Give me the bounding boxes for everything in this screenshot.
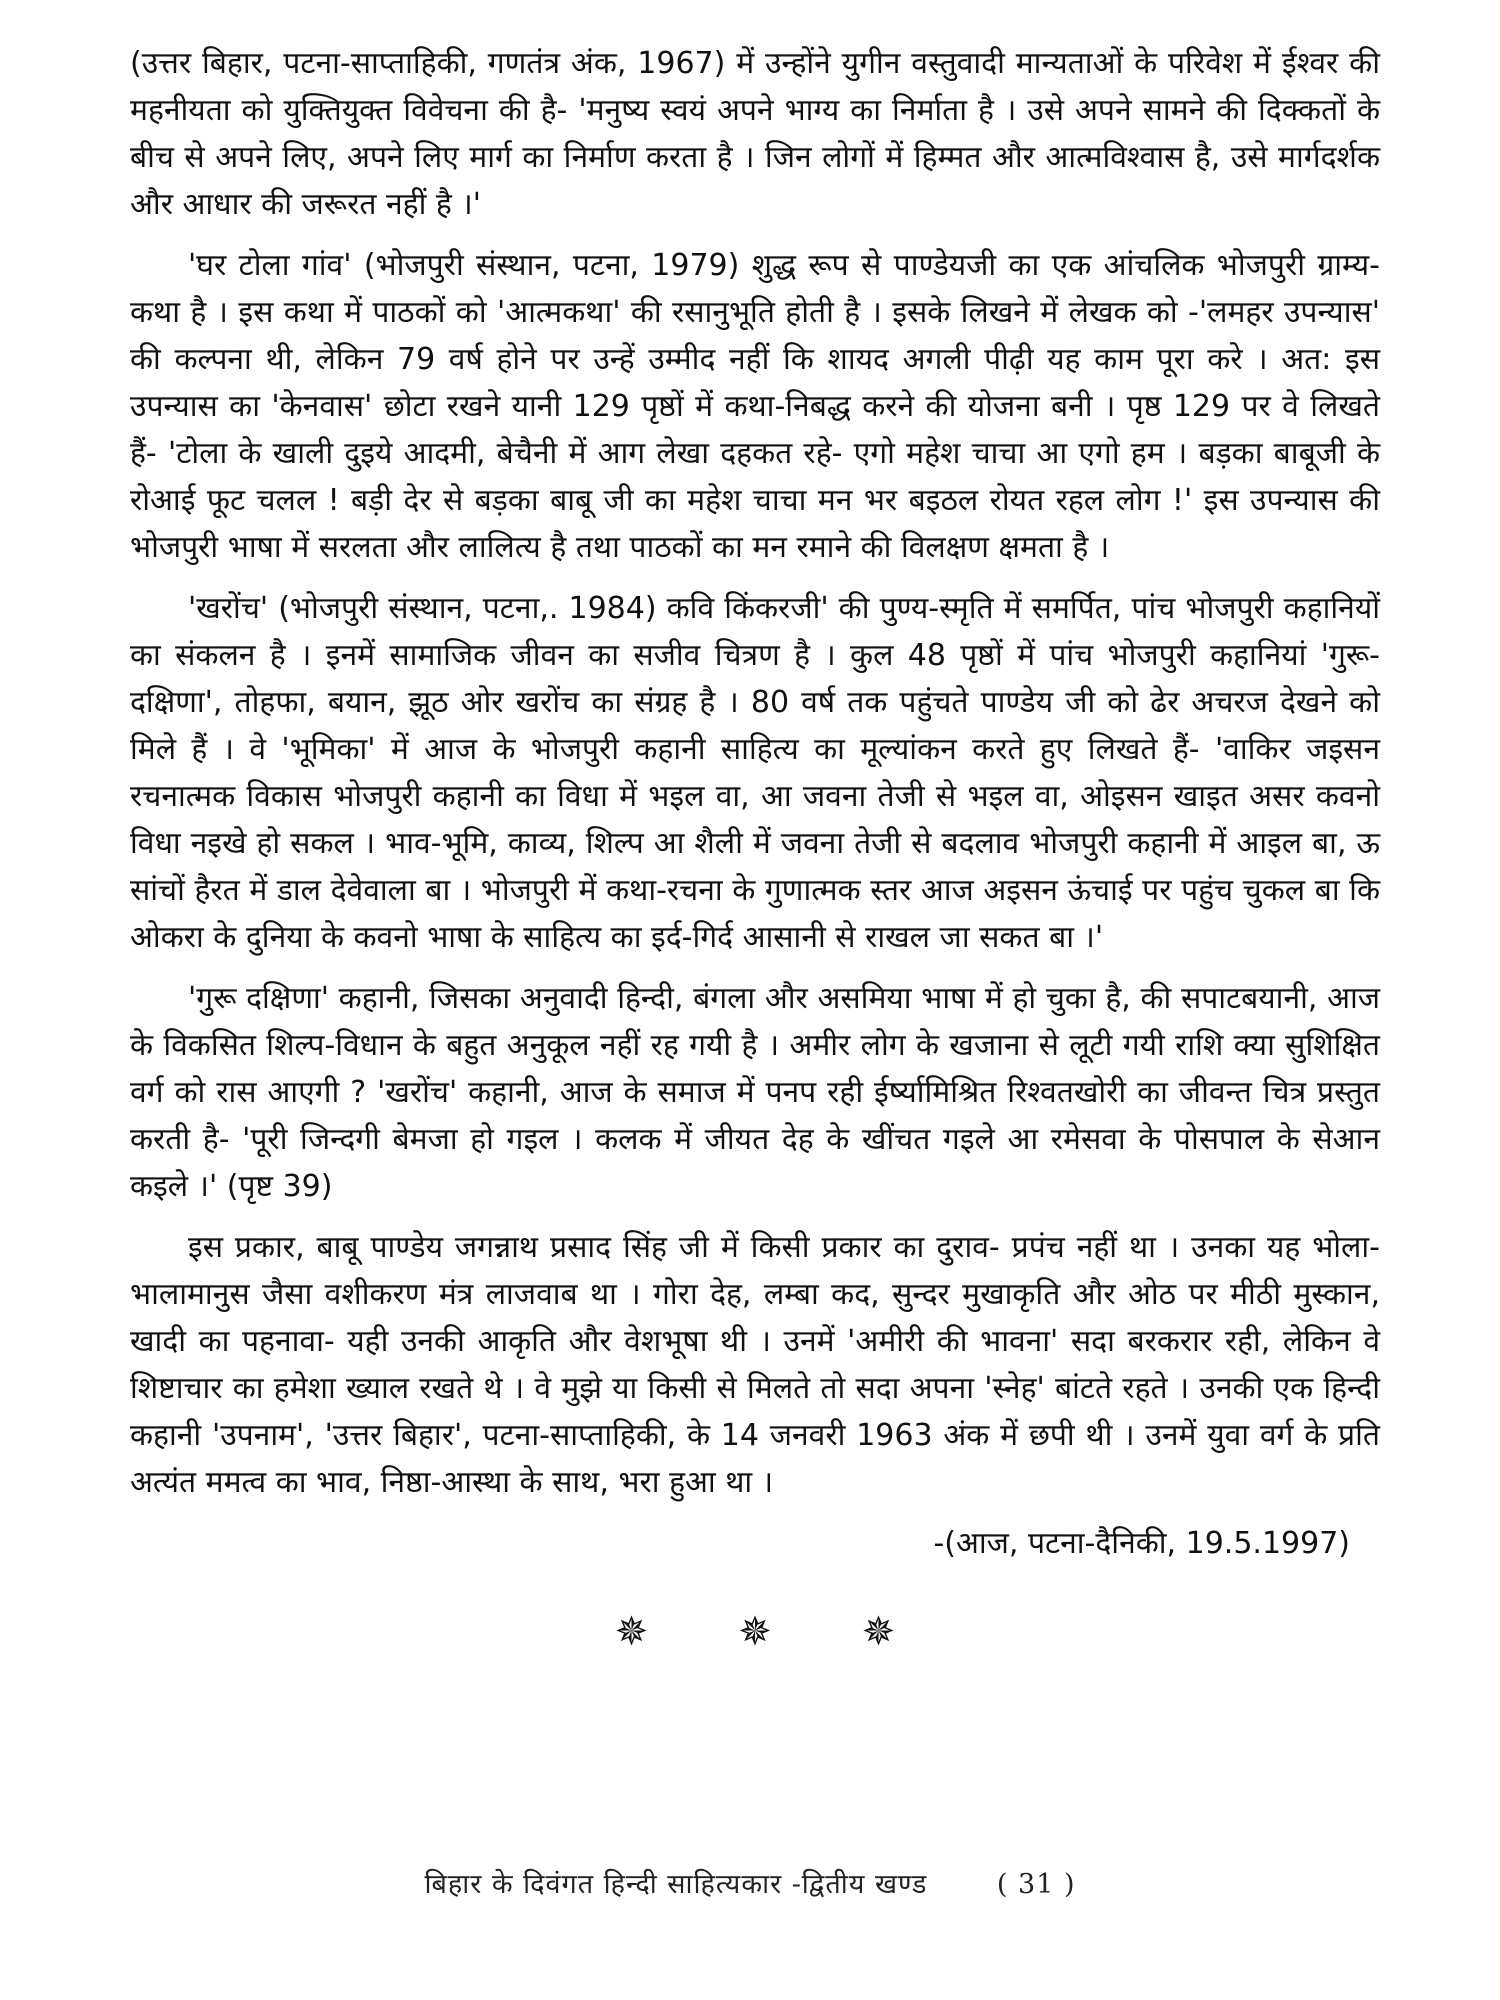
section-divider bbox=[130, 1607, 1380, 1657]
ornament-star-icon: ✵ bbox=[614, 1609, 649, 1655]
paragraph-4: 'गुरू दक्षिणा' कहानी, जिसका अनुवादी हिन्दी, बंगला और असमिया भाषा में हो चुका है, की सपाटबयानी, आज के विकसित शिल्प-विधान के बहुत अनुकूल नहीं रह गयी है । अमीर लोग के खजाना से लूटी गयी राशि क्या सुशिक्षित वर्ग को रास आएगी ? 'खरोंच' कहानी, आज के समाज में पनप रही ईर्ष्यामिश्रित रिश्वतखोरी का जीवन्त चित्र प्रस्तुत करती है- 'पूरी जिन्दगी बेमजा हो गइल । कलक में जीयत देह के खींचत गइले आ रमेसवा के पोसपाल के सेआन कइले ।' (पृष्ट 39) bbox=[130, 981, 1380, 1204]
paragraph-5: इस प्रकार, बाबू पाण्डेय जगन्नाथ प्रसाद सिंह जी में किसी प्रकार का दुराव- प्रपंच नहीं था । उनका यह भोला-भालामानुस जैसा वशीकरण मंत्र लाजवाब था । गोरा देह, लम्बा कद, सुन्दर मुखाकृति और ओठ पर मीठी मुस्कान, खादी का पहनावा- यही उनकी आकृति और वेशभूषा थी । उनमें 'अमीरी की भावना' सदा बरकरार रही, लेकिन वे शिष्टाचार का हमेशा ख्याल रखते थे । वे मुझे या किसी से मिलते तो सदा अपना 'स्नेह' बांटते रहते । उनकी एक हिन्दी कहानी 'उपनाम', 'उत्तर बिहार', पटना-साप्ताहिकी, के 14 जनवरी 1963 अंक में छपी थी । उनमें युवा वर्ग के प्रति अत्यंत ममत्व का भाव, निष्ठा-आस्था के साथ, भरा हुआ था । bbox=[130, 1230, 1380, 1500]
ornament-star-icon: ✵ bbox=[738, 1609, 772, 1655]
source-citation: -(आज, पटना-दैनिकी, 19.5.1997) bbox=[933, 1526, 1350, 1561]
document-page bbox=[130, 40, 1380, 1960]
page-number: ( 31 ) bbox=[996, 1869, 1076, 1900]
ornament-star-icon: ✵ bbox=[861, 1609, 896, 1655]
footer-book-title: बिहार के दिवंगत हिन्दी साहित्यकार -द्वितीय खण्ड bbox=[424, 1869, 928, 1900]
paragraph-1: (उत्तर बिहार, पटना-साप्ताहिकी, गणतंत्र अंक, 1967) में उन्होंने युगीन वस्तुवादी मान्यताओं के परिवेश में ईश्वर की महनीयता को युक्तियुक्त विवेचना की है- 'मनुष्य स्वयं अपने भाग्य का निर्माता है । उसे अपने सामने की दिक्कतों के बीच से अपने लिए, अपने लिए मार्ग का निर्माण करता है । जिन लोगों में हिम्मत और आत्मविश्वास है, उसे मार्गदर्शक और आधार की जरूरत नहीं है ।' bbox=[130, 46, 1380, 222]
paragraph-3: 'खरोंच' (भोजपुरी संस्थान, पटना,. 1984) कवि किंकरजी' की पुण्य-स्मृति में समर्पित, पांच भोजपुरी कहानियों का संकलन है । इनमें सामाजिक जीवन का सजीव चित्रण है । कुल 48 पृष्ठों में पांच भोजपुरी कहानियां 'गुरू-दक्षिणा', तोहफा, बयान, झूठ ओर खरोंच का संग्रह है । 80 वर्ष तक पहुंचते पाण्डेय जी को ढेर अचरज देखने को मिले हैं । वे 'भूमिका' में आज के भोजपुरी कहानी साहित्य का मूल्यांकन करते हुए लिखते हैं- 'वाकिर जइसन रचनात्मक विकास भोजपुरी कहानी का विधा में भइल वा, आ जवना तेजी से भइल वा, ओइसन खाइत असर कवनो विधा नइखे हो सकल । भाव-भूमि, काव्य, शिल्प आ शैली में जवना तेजी से बदलाव भोजपुरी कहानी में आइल बा, ऊ सांचों हैरत में डाल देवेवाला बा । भोजपुरी में कथा-रचना के गुणात्मक स्तर आज अइसन ऊंचाई पर पहुंच चुकल बा कि ओकरा के दुनिया के कवनो भाषा के साहित्य का इर्द-गिर्द आसानी से राखल जा सकत बा ।' bbox=[130, 591, 1380, 955]
page-footer bbox=[0, 1865, 1500, 1905]
paragraph-2: 'घर टोला गांव' (भोजपुरी संस्थान, पटना, 1979) शुद्ध रूप से पाण्डेयजी का एक आंचलिक भोजपुरी ग्राम्य-कथा है । इस कथा में पाठकों को 'आत्मकथा' की रसानुभूति होती है । इसके लिखने में लेखक को -'लमहर उपन्यास' की कल्पना थी, लेकिन 79 वर्ष होने पर उन्हें उम्मीद नहीं कि शायद अगली पीढ़ी यह काम पूरा करे । अत: इस उपन्यास का 'केनवास' छोटा रखने यानी 129 पृष्ठों में कथा-निबद्ध करने की योजना बनी । पृष्ठ 129 पर वे लिखते हैं- 'टोला के खाली दुइये आदमी, बेचैनी में आग लेखा दहकत रहे- एगो महेश चाचा आ एगो हम । बड़का बाबूजी के रोआई फूट चलल ! बड़ी देर से बड़का बाबू जी का महेश चाचा मन भर बइठल रोयत रहल लोग !' इस उपन्यास की भोजपुरी भाषा में सरलता और लालित्य है तथा पाठकों का मन रमाने की विलक्षण क्षमता है । bbox=[130, 248, 1380, 565]
